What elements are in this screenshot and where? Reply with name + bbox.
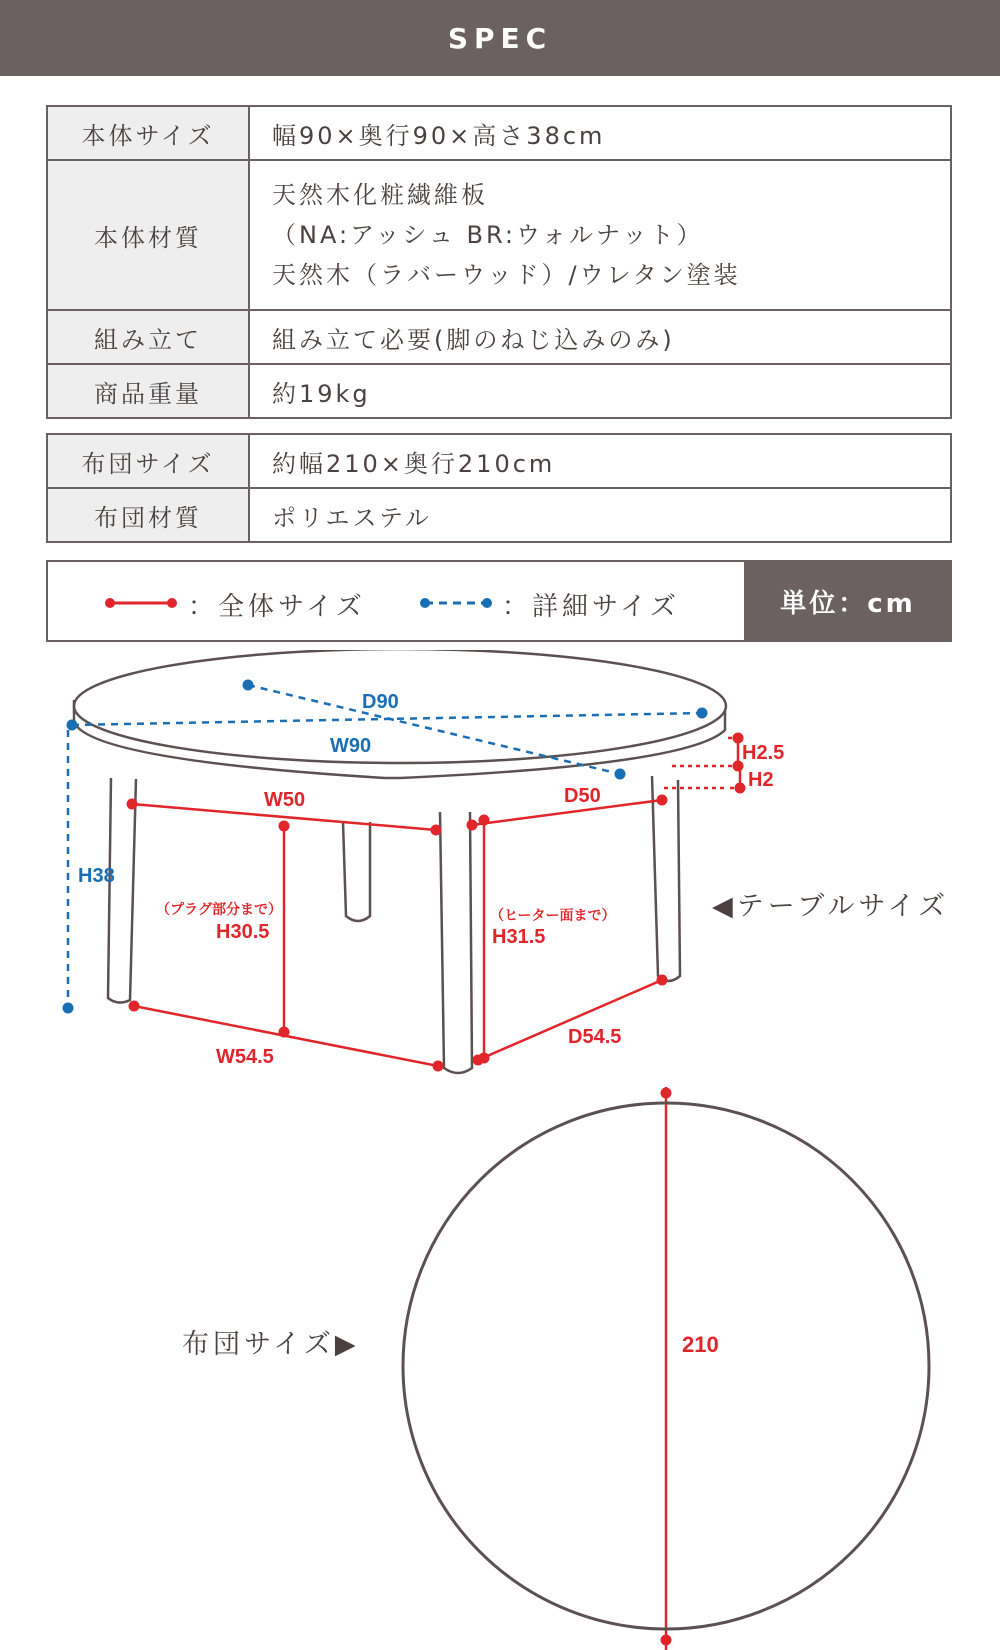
spec-table-futon: [46, 433, 952, 543]
dimension-dot: [279, 821, 290, 832]
spec-row-weight: [47, 364, 951, 418]
dimension-dot: [243, 680, 254, 691]
dimension-dot: [615, 769, 626, 780]
spec-value: 組み立て必要(脚のねじ込みのみ): [249, 310, 951, 364]
dimension-dot: [433, 1061, 444, 1072]
spec-row-size: [47, 106, 951, 160]
spec-label: 商品重量: [47, 364, 249, 418]
h2-label: H2: [748, 769, 774, 791]
dimension-dot: [467, 820, 478, 831]
material-line: （NA:アッシュ BR:ウォルナット）: [272, 221, 704, 249]
dimension-dot: [279, 1027, 290, 1038]
overall-dot-icon: [167, 598, 177, 608]
table-leg-left: [108, 778, 136, 1003]
plug-note-label: （プラグ部分まで）: [156, 901, 282, 917]
w54-5-label: W54.5: [216, 1046, 274, 1068]
detail-dot-icon: [420, 598, 430, 608]
spec-row-futon-size: [47, 434, 951, 488]
spec-value: 幅90×奥行90×高さ38cm: [249, 106, 951, 160]
d50-label: D50: [564, 785, 601, 807]
unit-badge: 単位：cm: [744, 560, 952, 642]
red-dimension-dots: [127, 733, 746, 1646]
spec-value: 約幅210×奥行210cm: [249, 434, 951, 488]
overall-dot-icon: [105, 598, 115, 608]
table-leg-right: [652, 776, 680, 981]
heater-note-label: （ヒーター面まで）: [490, 907, 616, 923]
material-line: 天然木（ラバーウッド）/ウレタン塗装: [272, 261, 741, 289]
dimension-dot: [735, 783, 746, 794]
spec-row-material: [47, 160, 951, 310]
table-leg-front: [440, 812, 472, 1073]
spec-row-assembly: [47, 310, 951, 364]
d54-5-line: [478, 980, 662, 1060]
spec-value: [249, 160, 951, 310]
dimension-dot: [661, 1635, 672, 1646]
spec-table-main: [46, 105, 952, 419]
dimension-dot: [431, 825, 442, 836]
dimension-dot: [479, 815, 490, 826]
spec-value: 約19kg: [249, 364, 951, 418]
spec-label: 本体材質: [47, 160, 249, 310]
detail-dot-icon: [482, 598, 492, 608]
spec-header: [0, 0, 1000, 76]
spec-row-futon-material: [47, 488, 951, 542]
table-drawing: [74, 650, 726, 1073]
spec-label: 組み立て: [47, 310, 249, 364]
d54-5-label: D54.5: [568, 1026, 622, 1048]
legend-detail-label: ：詳細サイズ: [502, 592, 680, 622]
table-size-caption: ◀テーブルサイズ: [712, 891, 950, 922]
material-line: 天然木化粧繊維板: [272, 181, 488, 209]
dimension-dot: [473, 1055, 484, 1066]
dimension-diagram: [0, 650, 1000, 1650]
futon-size-caption: 布団サイズ▶: [182, 1329, 360, 1360]
w90-label: W90: [330, 735, 372, 757]
h2-5-label: H2.5: [742, 742, 785, 764]
d90-label: D90: [362, 691, 399, 713]
h30-5-label: H30.5: [216, 921, 270, 943]
dimension-dot: [697, 708, 708, 719]
spec-title: SPEC: [447, 21, 553, 55]
dimension-legend: [46, 560, 952, 642]
w50-label: W50: [264, 789, 306, 811]
dimension-dot: [661, 1088, 672, 1099]
futon-diameter-label: 210: [682, 1332, 719, 1357]
dimension-dot: [129, 1001, 140, 1012]
dimension-dot: [67, 720, 78, 731]
dimension-dot: [657, 975, 668, 986]
h38-label: H38: [78, 865, 115, 887]
dimension-dot: [127, 799, 138, 810]
spec-label: 布団サイズ: [47, 434, 249, 488]
dimension-dot: [63, 1003, 74, 1014]
h31-5-label: H31.5: [492, 926, 546, 948]
tabletop: [74, 650, 726, 763]
legend-overall-label: ：全体サイズ: [188, 592, 366, 622]
spec-label: 布団材質: [47, 488, 249, 542]
spec-value: ポリエステル: [249, 488, 951, 542]
table-leg-back: [343, 822, 370, 921]
spec-label: 本体サイズ: [47, 106, 249, 160]
dimension-dot: [657, 795, 668, 806]
